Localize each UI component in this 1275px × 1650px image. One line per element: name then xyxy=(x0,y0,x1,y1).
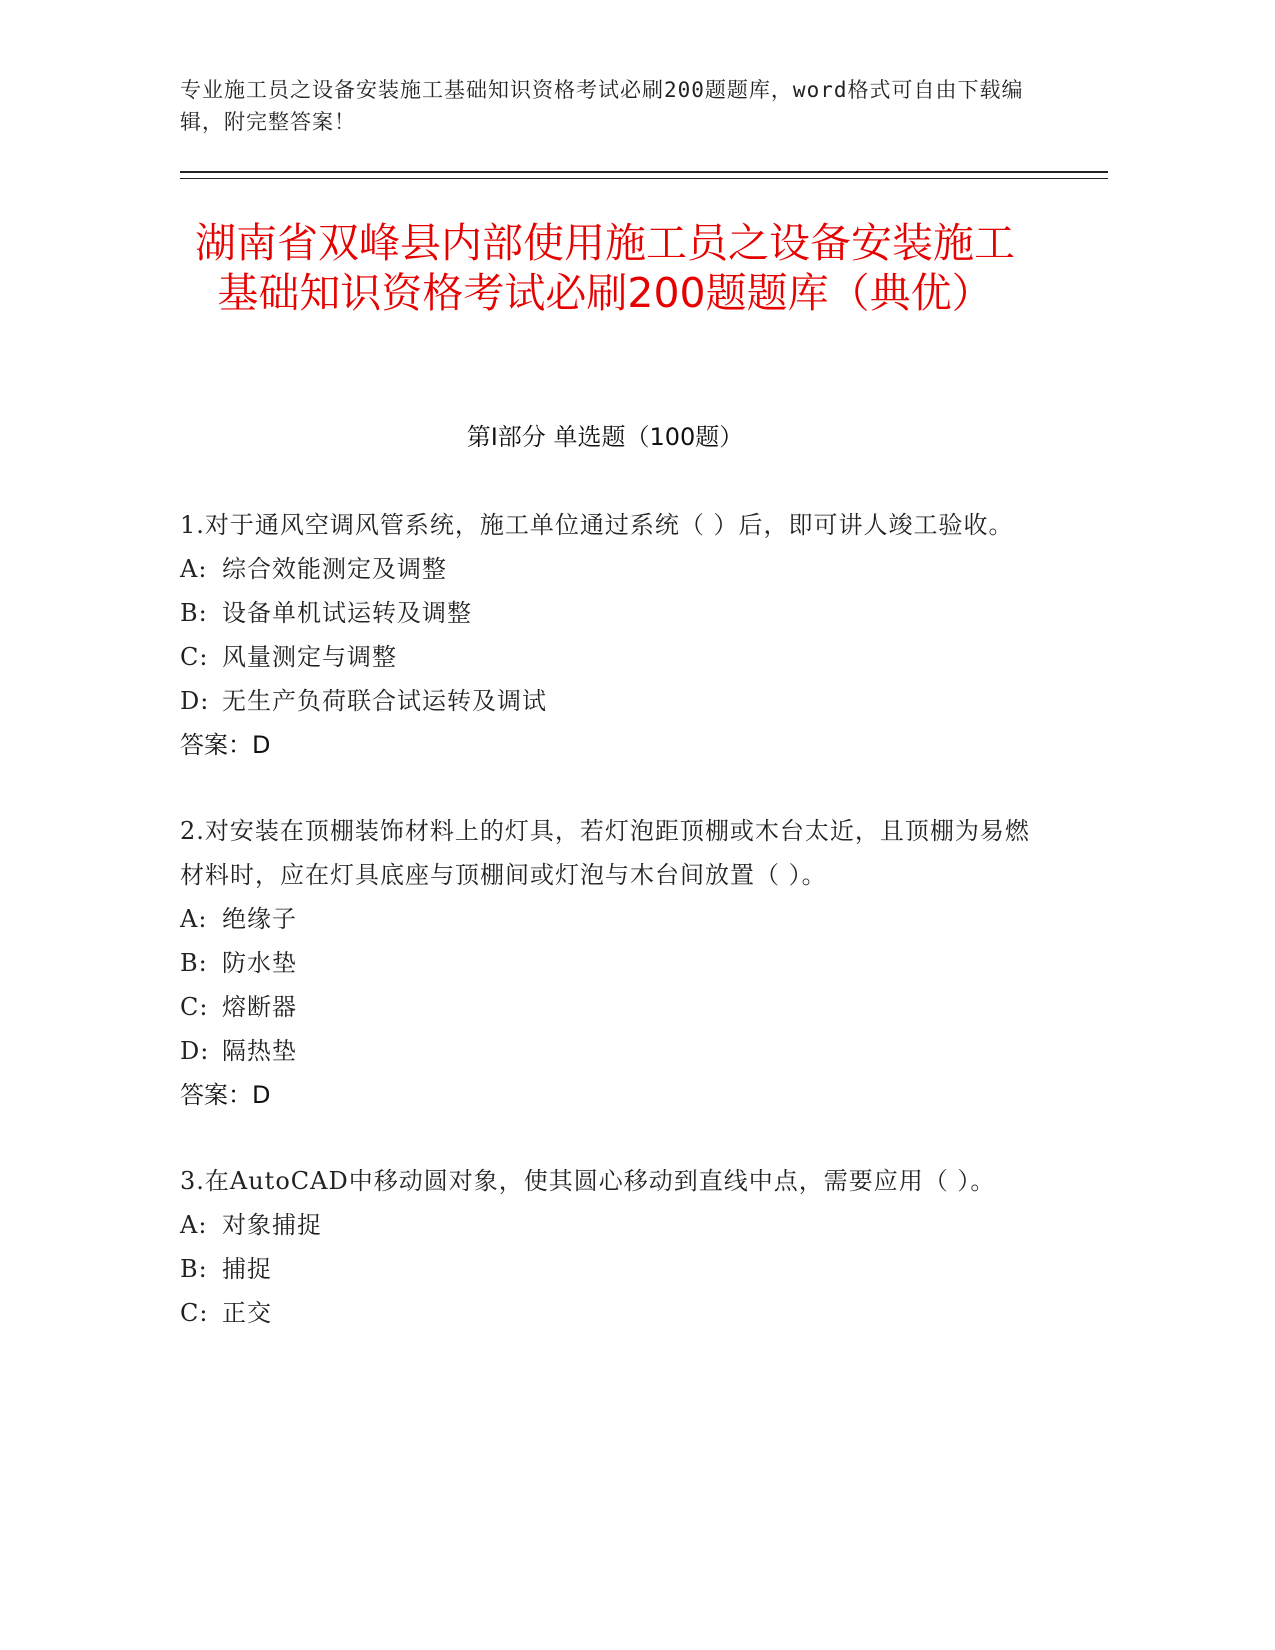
option-text: 正交 xyxy=(222,1299,272,1327)
option-d xyxy=(180,679,1040,723)
option-text: 防水垫 xyxy=(222,949,297,977)
header-note: 专业施工员之设备安装施工基础知识资格考试必刷200题题库，word格式可自由下载编辑，附完整答案！ xyxy=(180,78,1024,134)
option-key: C: xyxy=(180,643,209,671)
option-c xyxy=(180,635,1040,679)
option-key: D: xyxy=(180,687,210,715)
option-key: C: xyxy=(180,993,209,1021)
answer-line: 答案：D xyxy=(180,1081,271,1109)
header-rule-thick xyxy=(180,171,1108,173)
option-b xyxy=(180,591,1040,635)
question-1 xyxy=(180,503,1040,767)
option-key: D: xyxy=(180,1037,210,1065)
option-text: 综合效能测定及调整 xyxy=(222,555,447,583)
option-key: A: xyxy=(180,1211,208,1239)
option-text: 熔断器 xyxy=(222,993,297,1021)
option-text: 隔热垫 xyxy=(222,1037,297,1065)
option-b xyxy=(180,941,1040,985)
question-stem: 2.对安装在顶棚装饰材料上的灯具，若灯泡距顶棚或木台太近，且顶棚为易燃材料时，应在灯具底座与顶棚间或灯泡与木台间放置（ ）。 xyxy=(180,817,1030,889)
option-key: B: xyxy=(180,1255,208,1283)
option-text: 绝缘子 xyxy=(222,905,297,933)
option-b xyxy=(180,1247,1040,1291)
option-key: A: xyxy=(180,905,208,933)
option-key: A: xyxy=(180,555,208,583)
option-c xyxy=(180,1291,1040,1335)
option-text: 风量测定与调整 xyxy=(222,643,397,671)
option-text: 捕捉 xyxy=(222,1255,272,1283)
document-title: 湖南省双峰县内部使用施工员之设备安装施工基础知识资格考试必刷200题题库（典优） xyxy=(195,219,1015,317)
option-text: 无生产负荷联合试运转及调试 xyxy=(222,687,547,715)
question-3 xyxy=(180,1159,1040,1335)
option-text: 对象捕捉 xyxy=(222,1211,322,1239)
question-2 xyxy=(180,809,1040,1117)
question-stem: 3.在AutoCAD中移动圆对象，使其圆心移动到直线中点，需要应用（ ）。 xyxy=(180,1167,996,1195)
question-list xyxy=(180,503,1040,1377)
option-a xyxy=(180,547,1040,591)
option-key: B: xyxy=(180,599,208,627)
answer-line: 答案：D xyxy=(180,731,271,759)
option-a xyxy=(180,897,1040,941)
option-key: B: xyxy=(180,949,208,977)
header-rule-thin xyxy=(180,178,1108,179)
option-key: C: xyxy=(180,1299,209,1327)
option-a xyxy=(180,1203,1040,1247)
option-d xyxy=(180,1029,1040,1073)
option-text: 设备单机试运转及调整 xyxy=(222,599,472,627)
question-stem: 1.对于通风空调风管系统，施工单位通过系统（ ）后，即可讲人竣工验收。 xyxy=(180,511,1014,539)
section-heading: 第Ⅰ部分 单选题（100题） xyxy=(466,423,744,451)
option-c xyxy=(180,985,1040,1029)
